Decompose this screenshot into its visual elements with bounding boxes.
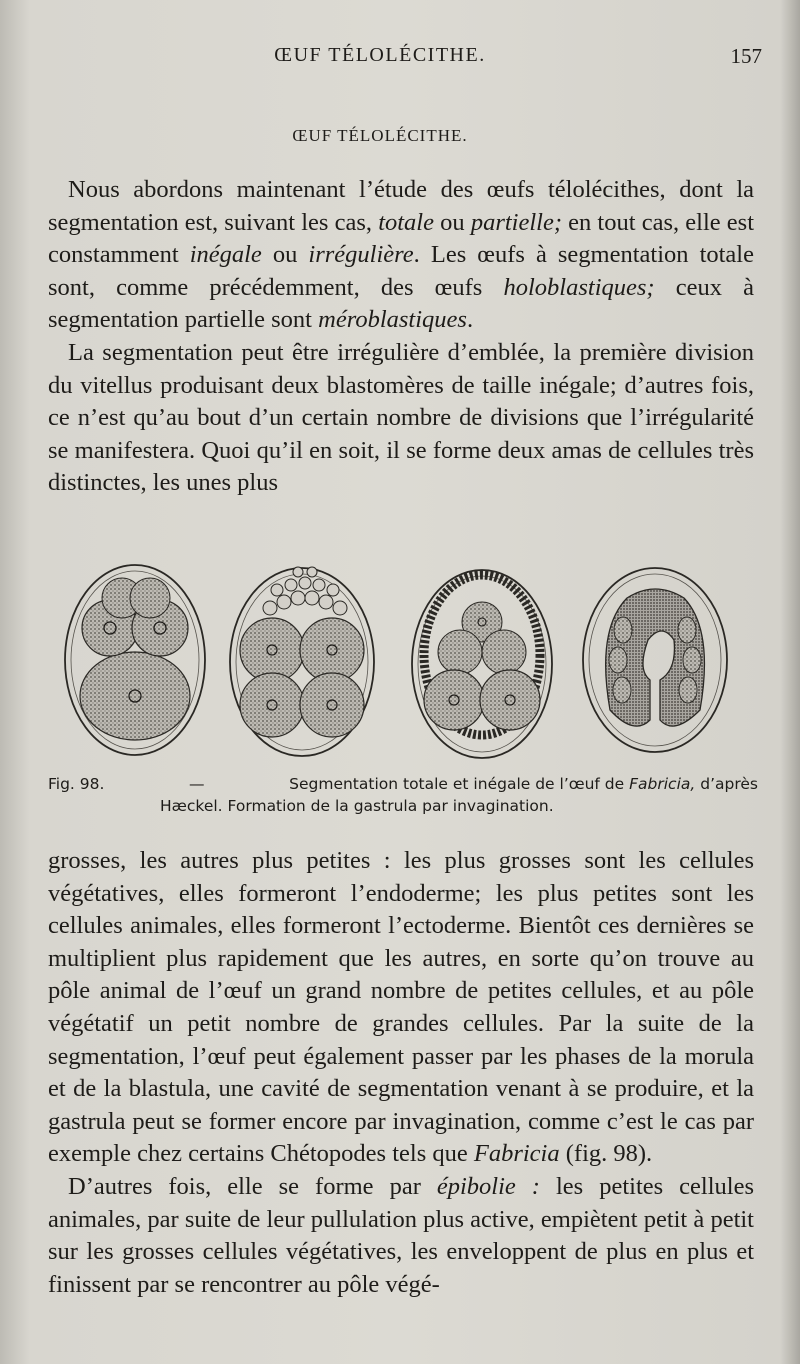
paragraph-continuation <box>48 845 754 1171</box>
text-block-top <box>48 174 754 500</box>
paragraph-segmentation: La segmentation peut être irrégulière d’emblée, la première division du vitellus produisant deux blastomères de taille inégale; d’autres fois, ce n’est qu’au bout d’un certain nombre de divisions que l’irrégularité se manifestera. Quoi qu’il en soit, il se forme deux amas de cellules très distinctes, les unes plus <box>48 338 754 497</box>
italic-term: totale <box>378 208 434 236</box>
caption-label: Fig. 98. <box>48 775 105 793</box>
text-run: Nous abordons maintenant l’étude des œufs télolécithes, dont la segmentation est, suivant les cas, <box>48 176 754 236</box>
egg-stages-drawing <box>62 560 742 770</box>
caption-text-run: d’après <box>695 775 758 793</box>
paragraph-epibolie <box>48 1171 754 1301</box>
italic-term: méroblastiques <box>318 306 467 334</box>
caption-line-2: Hæckel. Formation de la gastrula par invagination. <box>160 797 554 815</box>
text-run: en tout cas, elle est constamment <box>48 208 755 269</box>
caption-line-1 <box>48 773 758 795</box>
caption-text-run: Segmentation totale et inégale de l’œuf de <box>289 775 630 793</box>
text-run: grosses, les autres plus petites : les plus grosses sont les cellules végétatives, elles formeront l’endoderme; les plus petites sont les cellules animales, elles formeront l’ectoderme. Bientôt ces dernières se multiplient plus rapidement que les autres, en sorte qu’on trouve au pôle animal de l’œuf un grand nombre de petites cellules, et au pôle végétatif un petit nombre de grandes cellules. Par la suite de la segmentation, l’œuf peut également passer par les phases de la morula et de la blastula, une cavité de segmentation venant à se produire, et la gastrula peut se former encore par invagination, comme c’est le cas par exemple chez certains Chétopodes tels que <box>48 847 754 1168</box>
figure-98-illustration <box>62 560 742 770</box>
page-number: 157 <box>730 44 762 68</box>
paragraph-intro <box>48 174 754 337</box>
running-title: ŒUF TÉLOLÉCITHE. <box>274 44 486 66</box>
italic-term: holoblastiques; <box>503 273 655 301</box>
running-head <box>0 44 800 74</box>
italic-term: épibolie : <box>436 1172 540 1200</box>
caption-text <box>289 773 758 795</box>
text-run: ceux à segmentation partielle sont <box>48 273 755 334</box>
text-run: (fig. 98). <box>559 1140 653 1168</box>
egg-stage-1 <box>65 565 205 755</box>
egg-stage-3 <box>412 570 552 758</box>
egg-stage-4 <box>583 568 727 752</box>
text-run: D’autres fois, elle se forme par <box>68 1172 437 1200</box>
text-run: ou <box>261 241 309 269</box>
text-run: les petites cellules animales, par suite de leur pullulation plus active, empiètent petit à petit sur les grosses cellules végétatives, les enveloppent de plus en plus et finissent par se rencontrer au pôle végé- <box>48 1172 755 1298</box>
figure-caption <box>48 773 758 817</box>
section-title: ŒUF TÉLOLÉCITHE. <box>292 126 468 145</box>
caption-species: Fabricia, <box>629 775 696 793</box>
text-run: . <box>466 306 474 334</box>
italic-term: inégale <box>189 241 262 269</box>
egg-stage-2 <box>230 567 374 756</box>
italic-term: irrégulière <box>308 241 414 269</box>
caption-dash: — <box>189 775 205 793</box>
text-run: ou <box>433 208 471 236</box>
italic-term: Fabricia <box>473 1140 560 1168</box>
italic-term: partielle; <box>470 208 562 236</box>
text-run: . Les œufs à segmentation totale sont, comme précédemment, des œufs <box>48 241 754 301</box>
text-block-bottom <box>48 845 754 1301</box>
